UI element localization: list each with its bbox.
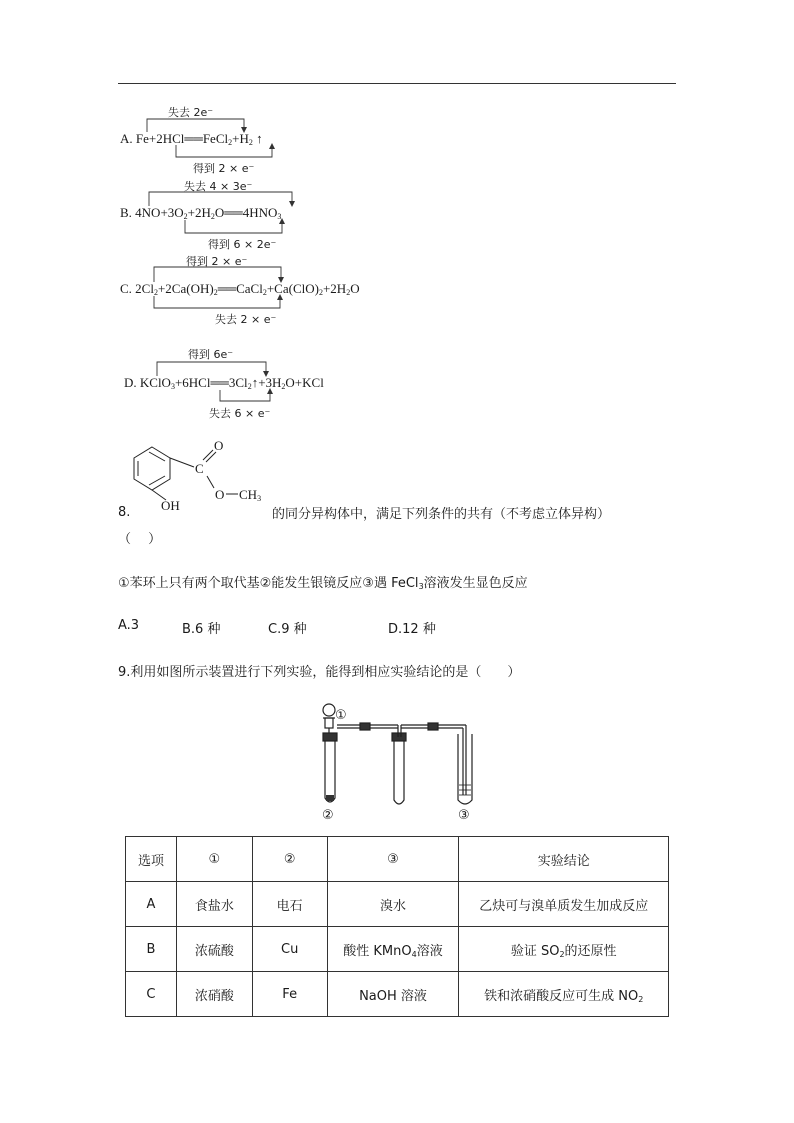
table-row — [126, 882, 669, 927]
redox-c-top-label: 得到 2 × e⁻ — [186, 255, 248, 268]
table-cell: 电石 — [252, 882, 327, 927]
table-cell: 酸性 KMnO$_4$溶液 — [327, 927, 459, 972]
header-cell: ③ — [327, 837, 459, 882]
redox-c-equation: C. $2Cl_2+2Ca(OH)_2══CaCl_2+Ca(ClO)_2+2H_2O$ — [120, 281, 360, 297]
table-cell: 溴水 — [327, 882, 459, 927]
header-cell: 实验结论 — [459, 837, 669, 882]
table-cell: 铁和浓硝酸反应可生成 $NO_2$ — [459, 972, 669, 1017]
q8-paren: （ ） — [118, 532, 162, 547]
table-cell: 食盐水 — [176, 882, 252, 927]
table-cell: 浓硫酸 — [176, 927, 252, 972]
header-cell: ① — [176, 837, 252, 882]
redox-c-bottom-label: 失去 2 × e⁻ — [215, 313, 277, 326]
apparatus-label-1: ① — [335, 708, 347, 723]
header-cell: 选项 — [126, 837, 177, 882]
q8-option-a[interactable]: A.3 — [118, 618, 140, 633]
table-cell: NaOH 溶液 — [327, 972, 459, 1017]
q8-option-d[interactable]: D.12 种 — [388, 622, 436, 637]
redox-a-equation: A. $Fe+2HCl══FeCl_2+H_2$ ↑ — [120, 131, 263, 147]
struct-oh: OH — [161, 498, 180, 513]
redox-b-equation: B. $4NO+3O_2+2H_2O══4HNO_3$ — [120, 205, 282, 221]
q8-option-b[interactable]: B.6 种 — [182, 622, 221, 637]
apparatus-label-2: ② — [322, 808, 334, 823]
table-row — [126, 927, 669, 972]
q9-stem: 9.利用如图所示装置进行下列实验，能得到相应实验结论的是（ ） — [118, 665, 521, 680]
apparatus-label-3: ③ — [458, 808, 470, 823]
table-cell: Fe — [252, 972, 327, 1017]
q8-conditions: ①苯环上只有两个取代基②能发生银镜反应③遇 FeCl$_3$溶液发生显色反应 — [118, 576, 528, 591]
redox-a-top-label: 失去 2e⁻ — [168, 106, 214, 119]
table-cell: Cu — [252, 927, 327, 972]
table-header-row — [126, 837, 669, 882]
q8-option-c[interactable]: C.9 种 — [268, 622, 307, 637]
redox-d-equation: D. $KClO_3+6HCl══3Cl_2↑+3H_2O+KCl$ — [124, 375, 324, 391]
redox-d-top-label: 得到 6e⁻ — [188, 348, 234, 361]
table-row — [126, 972, 669, 1017]
q9-table — [125, 836, 669, 1017]
option-cell: C — [126, 972, 177, 1017]
struct-o-mid: O — [215, 487, 225, 502]
struct-o-top: O — [214, 438, 224, 453]
redox-a-bottom-label: 得到 2 × e⁻ — [193, 162, 255, 175]
q8-stem: 的同分异构体中，满足下列条件的共有（不考虑立体异构） — [272, 507, 611, 522]
table-cell: 验证 $SO_2$的还原性 — [459, 927, 669, 972]
redox-b-bottom-label: 得到 6 × 2e⁻ — [208, 238, 277, 251]
table-cell: 乙炔可与溴单质发生加成反应 — [459, 882, 669, 927]
q8-number: 8. — [118, 505, 131, 520]
option-cell: B — [126, 927, 177, 972]
table-cell: 浓硝酸 — [176, 972, 252, 1017]
struct-c: C — [195, 461, 204, 476]
redox-b-top-label: 失去 4 × 3e⁻ — [184, 180, 253, 193]
header-cell: ② — [252, 837, 327, 882]
redox-d-bottom-label: 失去 6 × e⁻ — [209, 407, 271, 420]
struct-ch3: $CH_3$ — [239, 487, 262, 503]
option-cell: A — [126, 882, 177, 927]
